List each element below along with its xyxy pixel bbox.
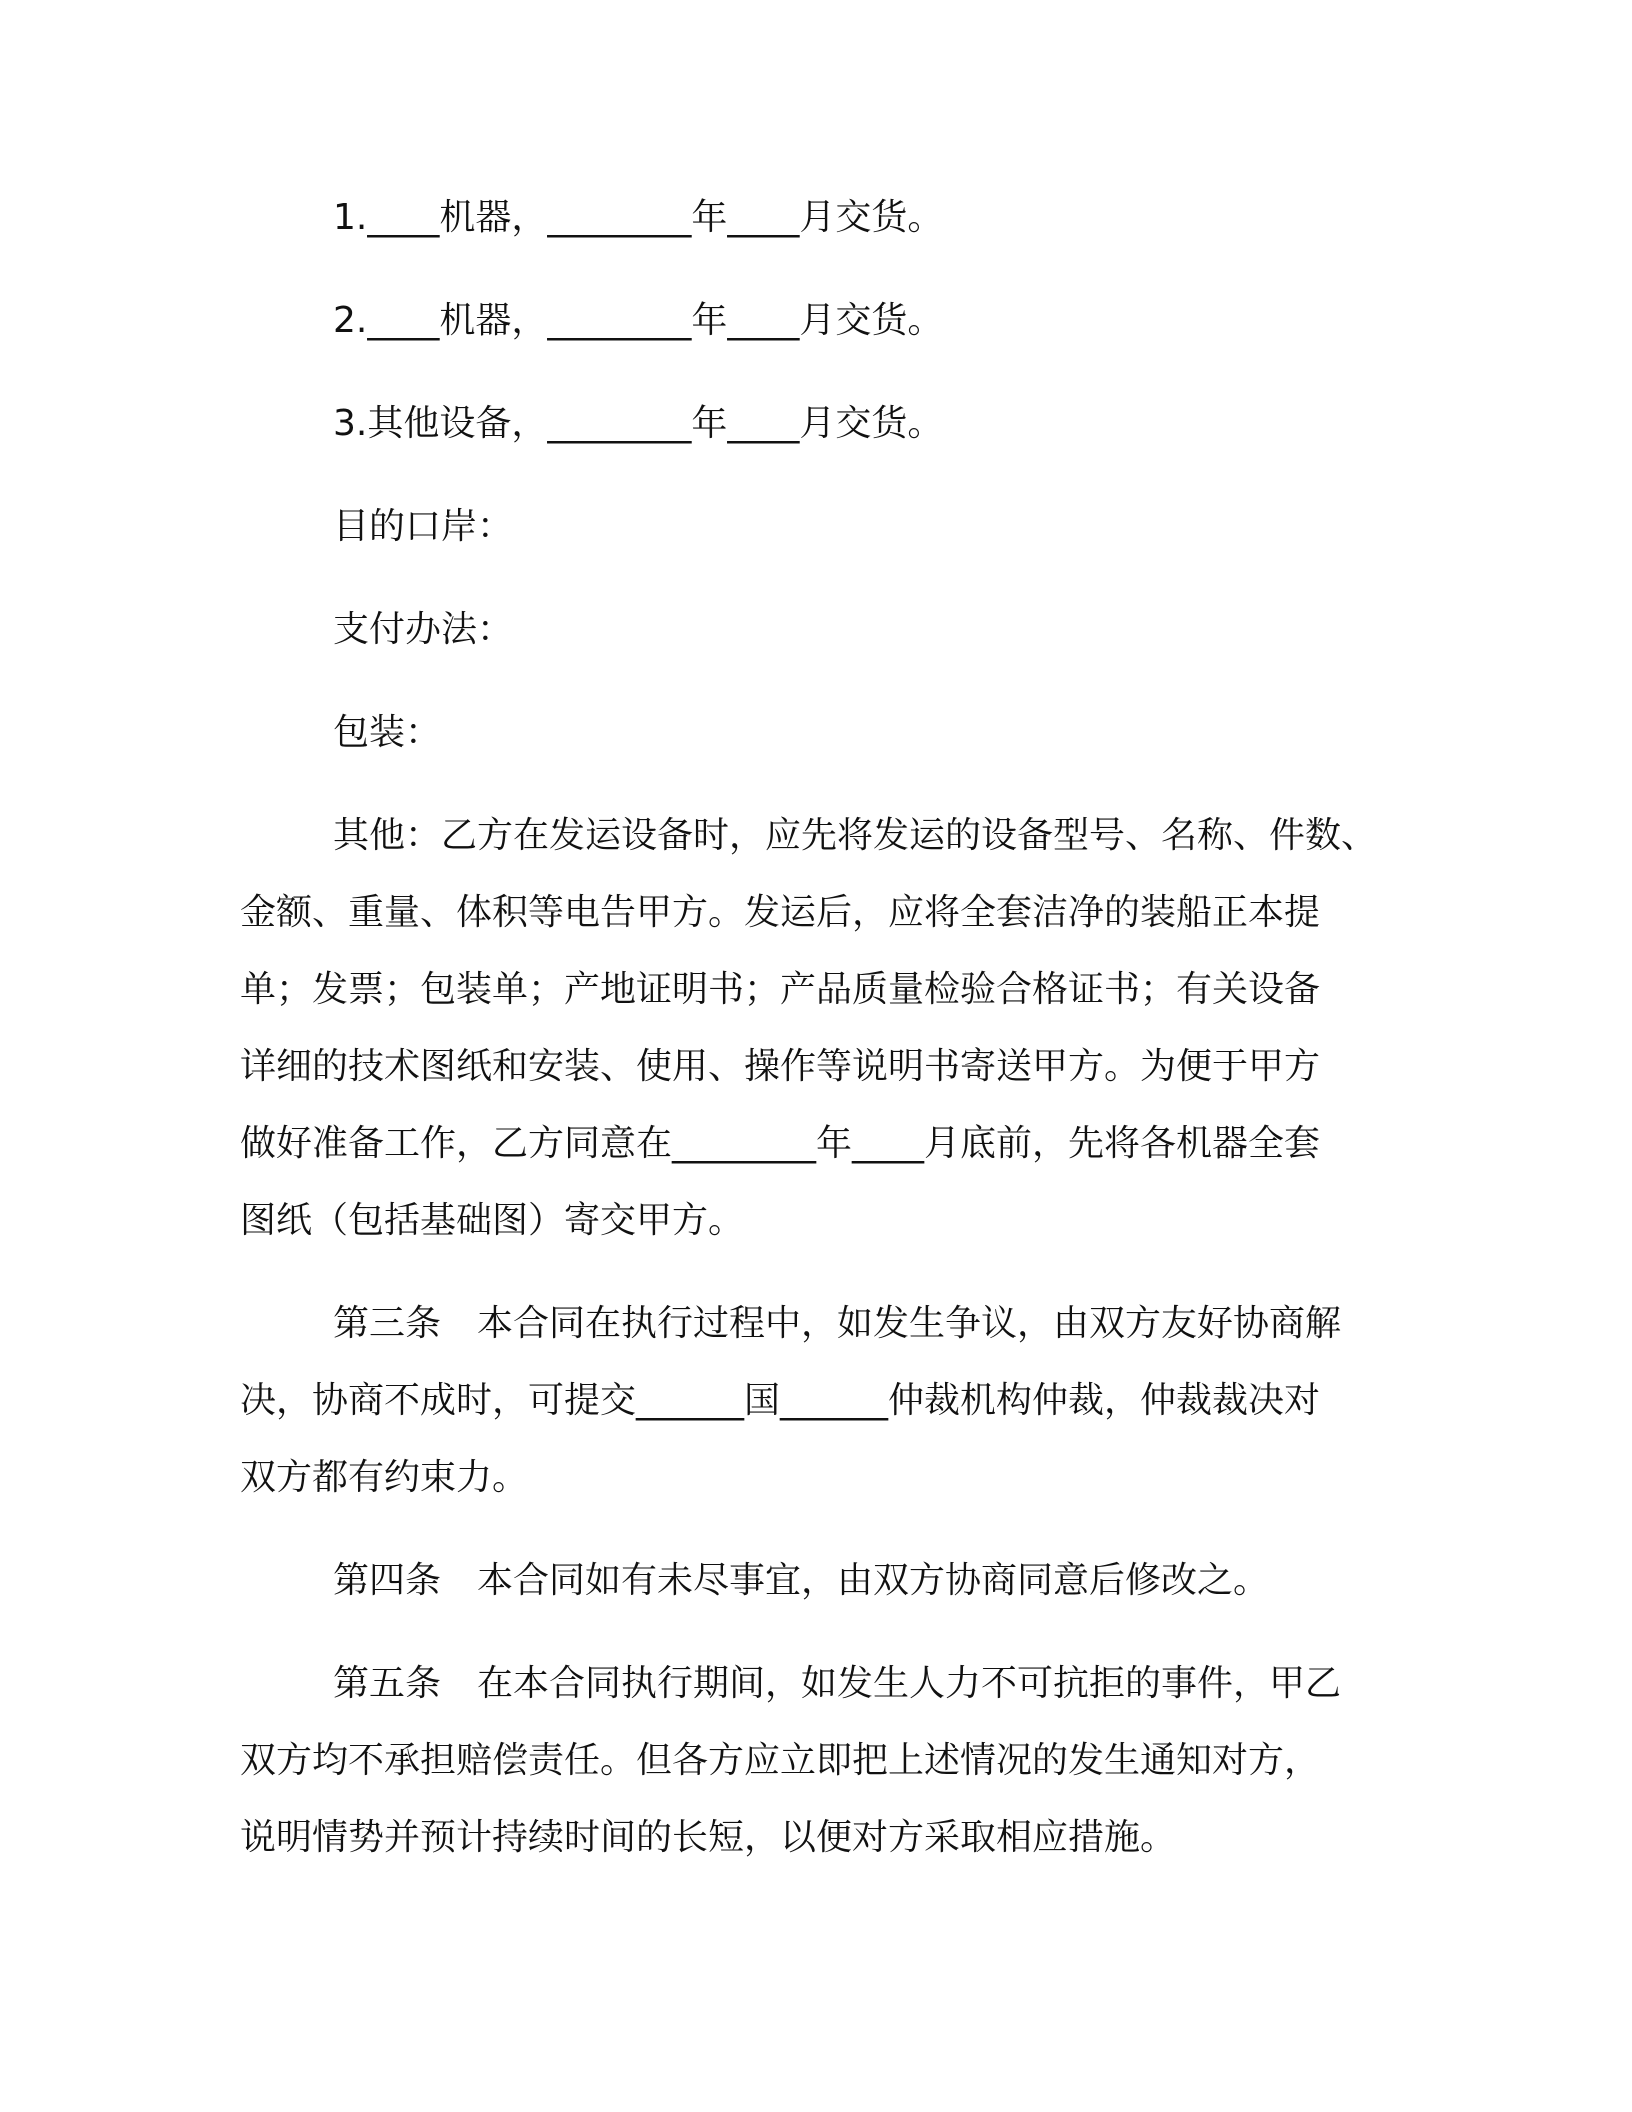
- text-line: 说明情势并预计持续时间的长短，以便对方采取相应措施。: [240, 1817, 1177, 1858]
- text-line: 第三条 本合同在执行过程中，如发生争议，由双方友好协商解: [333, 1303, 1342, 1344]
- paragraph: [240, 797, 1390, 1259]
- text-line: 双方都有约束力。: [240, 1457, 529, 1498]
- text-line: 第四条 本合同如有未尽事宜，由双方协商同意后修改之。: [333, 1560, 1270, 1601]
- paragraph: [240, 1285, 1390, 1516]
- text-line: 3.其他设备，________年____月交货。: [333, 403, 944, 444]
- contract-document: [240, 179, 1390, 1902]
- paragraph: [240, 694, 1390, 771]
- paragraph: [240, 591, 1390, 668]
- text-line: 支付办法：: [333, 609, 514, 650]
- text-line: 第五条 在本合同执行期间，如发生人力不可抗拒的事件，甲乙: [333, 1663, 1342, 1704]
- text-line: 2.____机器，________年____月交货。: [333, 300, 944, 341]
- text-line: 双方均不承担赔偿责任。但各方应立即把上述情况的发生通知对方，: [240, 1740, 1321, 1781]
- text-line: 金额、重量、体积等电告甲方。发运后，应将全套洁净的装船正本提: [240, 892, 1321, 933]
- text-line: 决，协商不成时，可提交______国______仲裁机构仲裁，仲裁裁决对: [240, 1380, 1321, 1421]
- paragraph: [240, 1645, 1390, 1876]
- paragraph: [240, 385, 1390, 462]
- text-line: 做好准备工作，乙方同意在________年____月底前，先将各机器全套: [240, 1123, 1321, 1164]
- paragraph: [240, 1542, 1390, 1619]
- text-line: 单；发票；包装单；产地证明书；产品质量检验合格证书；有关设备: [240, 969, 1321, 1010]
- text-line: 详细的技术图纸和安装、使用、操作等说明书寄送甲方。为便于甲方: [240, 1046, 1321, 1087]
- paragraph: [240, 488, 1390, 565]
- text-line: 目的口岸：: [333, 506, 514, 547]
- text-line: 其他：乙方在发运设备时，应先将发运的设备型号、名称、件数、: [333, 815, 1378, 856]
- paragraph: [240, 179, 1390, 256]
- paragraph: [240, 282, 1390, 359]
- text-line: 包装：: [333, 712, 442, 753]
- text-line: 1.____机器，________年____月交货。: [333, 197, 944, 238]
- text-line: 图纸（包括基础图）寄交甲方。: [240, 1200, 745, 1241]
